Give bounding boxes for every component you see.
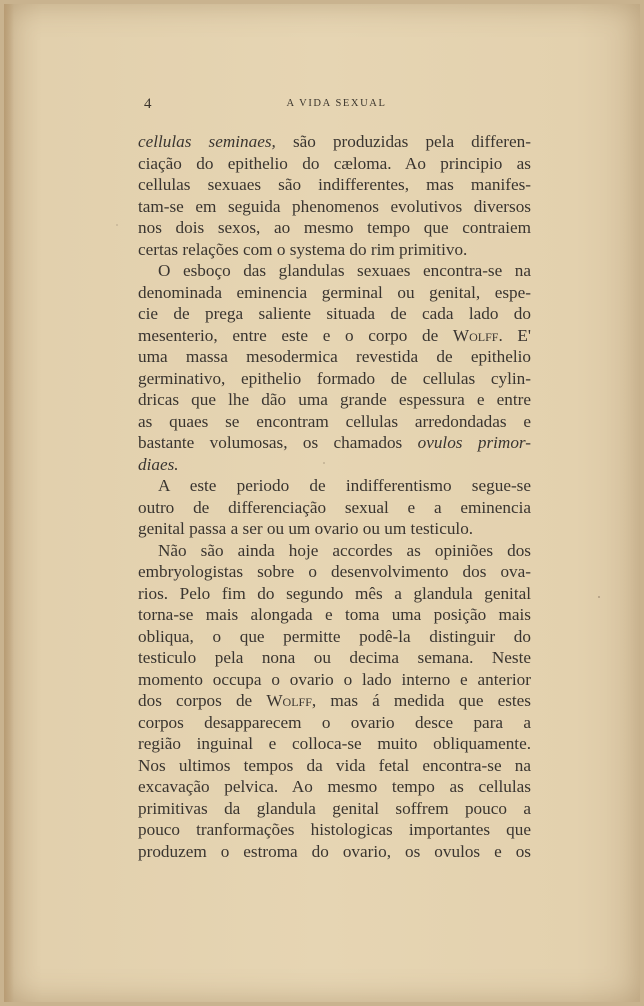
text-line: Não são ainda hoje accordes as opiniões dos — [158, 540, 531, 560]
text-line: primitivas da glandula genital soffrem pouco a — [138, 798, 531, 818]
author-name-wolff: Wolff — [266, 691, 312, 710]
text-line: mesenterio, entre este e o corpo de Wolff. E' — [138, 325, 531, 345]
text-line: certas relações com o systema do rim primitivo. — [138, 239, 468, 259]
book-page — [4, 4, 640, 1002]
text-line: produzem o estroma do ovario, os ovulos e os — [138, 841, 531, 861]
paper-speck — [598, 596, 600, 598]
text-line: embryologistas sobre o desenvolvimento dos ova- — [138, 562, 531, 581]
text-line: dos corpos de Wolff, mas á medida que estes — [138, 691, 531, 710]
text-line: germinativo, epithelio formado de cellulas cylin- — [138, 368, 531, 388]
text-line: testiculo pela nona ou decima semana. Neste — [138, 648, 531, 667]
paper-speck — [323, 462, 325, 464]
text-line: O esboço das glandulas sexuaes encontra-se na — [158, 261, 531, 280]
running-head: A VIDA SEXUAL — [286, 98, 387, 109]
text-line: bastante volumosas, os chamados ovulos primor- — [138, 433, 531, 452]
text-line: cie de prega saliente situada de cada lado do — [138, 304, 531, 323]
text-line: denominada eminencia germinal ou genital, espe- — [138, 282, 531, 302]
text-line: região inguinal e colloca-se muito obliquamente. — [138, 734, 531, 753]
text-line: genital passa a ser ou um ovario ou um testiculo. — [138, 519, 474, 538]
text-line: ciação do epithelio do cæloma. Ao principio as — [138, 153, 531, 173]
text-line: pouco tranformações histologicas importantes que — [138, 820, 531, 839]
text-line: nos dois sexos, ao mesmo tempo que contraiem — [138, 218, 531, 237]
author-name-wolff: Wolff — [452, 325, 499, 345]
text-line: uma massa mesodermica revestida de epithelio — [138, 347, 531, 366]
text-line: diaes. — [138, 454, 179, 474]
text-line: cellulas sexuaes são indifferentes, mas manifes- — [138, 175, 531, 194]
page-gutter-shadow — [4, 4, 14, 1002]
text-line: tam-se em seguida phenomenos evolutivos diversos — [138, 196, 531, 216]
text-line: as quaes se encontram cellulas arredondadas e — [138, 411, 531, 431]
body-text — [138, 131, 531, 862]
text-line: Nos ultimos tempos da vida fetal encontra-se na — [138, 755, 531, 775]
text-line: outro de differenciação sexual e a eminencia — [138, 497, 531, 517]
text-line: corpos desapparecem o ovario desce para a — [138, 712, 531, 732]
text-line: dricas que lhe dão uma grande espessura e entre — [138, 390, 531, 409]
text-line: obliqua, o que permitte podê-la distinguir do — [138, 626, 531, 646]
text-line: A este periodo de indifferentismo segue-se — [158, 476, 531, 495]
text-line: torna-se mais alongada e toma uma posição mais — [138, 605, 531, 624]
text-line: rios. Pelo fim do segundo mês a glandula genital — [138, 583, 531, 603]
text-line: momento occupa o ovario o lado interno e anterior — [138, 669, 531, 689]
page-header — [144, 96, 529, 116]
text-line: excavação pelvica. Ao mesmo tempo as cellulas — [138, 777, 531, 796]
page-number: 4 — [144, 96, 152, 112]
paper-speck — [116, 224, 118, 226]
text-line: cellulas seminaes, são produzidas pela differen- — [138, 132, 531, 151]
